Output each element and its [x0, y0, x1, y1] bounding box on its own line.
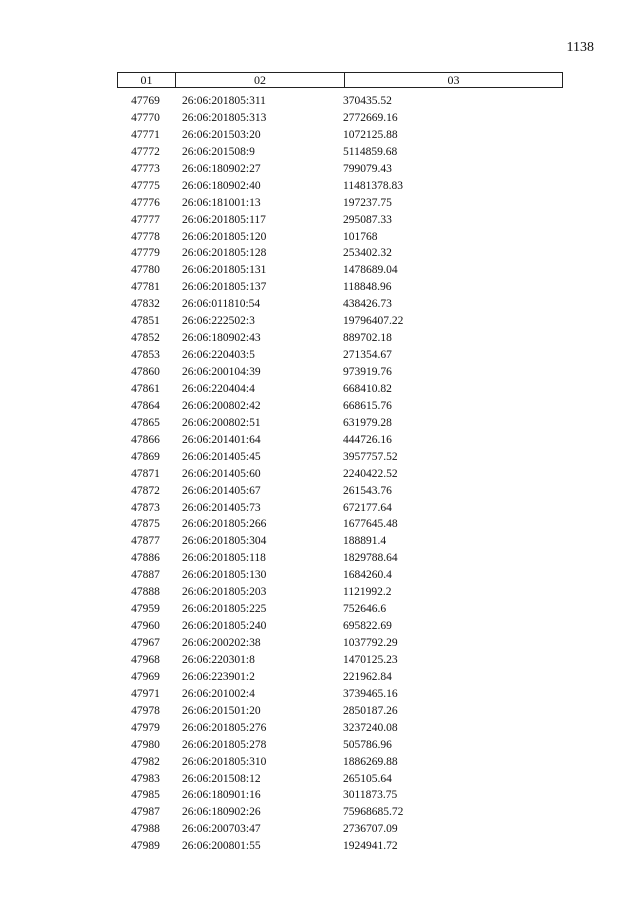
table-row [117, 584, 563, 601]
table-row [117, 500, 563, 517]
cell-cadastral-id: 26:06:220403:5 [182, 349, 255, 362]
cell-cadastral-id: 26:06:220404:4 [182, 382, 255, 395]
cell-cadastral-id: 26:06:201805:137 [182, 281, 267, 294]
cell-value: 799079.43 [343, 162, 392, 175]
cell-number: 47778 [131, 230, 160, 243]
cell-cadastral-id: 26:06:201805:130 [182, 569, 267, 582]
cell-number: 47987 [131, 806, 160, 819]
table-row [117, 127, 563, 144]
table-row [117, 381, 563, 398]
cell-number: 47979 [131, 721, 160, 734]
table-row [117, 212, 563, 229]
cell-cadastral-id: 26:06:201805:117 [182, 213, 266, 226]
cell-number: 47860 [131, 366, 160, 378]
cell-number: 47988 [131, 823, 160, 836]
cell-number: 47777 [131, 213, 160, 226]
cell-value: 973919.76 [343, 366, 392, 378]
table-body [117, 93, 563, 855]
cell-value: 2240422.52 [343, 467, 398, 480]
cell-value: 261543.76 [343, 484, 392, 497]
cell-number: 47832 [131, 298, 160, 311]
cell-cadastral-id: 26:06:201405:45 [182, 450, 261, 463]
table-row [117, 483, 563, 500]
cell-value: 2850187.26 [343, 704, 398, 717]
table-row [117, 754, 563, 771]
cell-cadastral-id: 26:06:201805:313 [182, 111, 267, 124]
cell-number: 47776 [131, 196, 160, 209]
cell-cadastral-id: 26:06:201805:118 [182, 552, 266, 565]
cell-cadastral-id: 26:06:201508:12 [182, 772, 261, 785]
cell-value: 1470125.23 [343, 653, 398, 666]
table-row [117, 144, 563, 161]
cell-number: 47877 [131, 535, 160, 548]
table-row [117, 787, 563, 804]
cell-value: 3237240.08 [343, 721, 398, 734]
table-row [117, 567, 563, 584]
cell-number: 47888 [131, 586, 160, 599]
cell-value: 253402.32 [343, 247, 392, 260]
table-row [117, 432, 563, 449]
cell-cadastral-id: 26:06:201508:9 [182, 145, 255, 158]
cell-number: 47960 [131, 620, 160, 633]
cell-value: 505786.96 [343, 738, 392, 751]
cell-cadastral-id: 26:06:201002:4 [182, 687, 255, 700]
cell-cadastral-id: 26:06:201805:304 [182, 535, 267, 548]
table-row [117, 347, 563, 364]
cell-number: 47980 [131, 738, 160, 751]
cell-number: 47871 [131, 467, 160, 480]
cell-number: 47959 [131, 603, 160, 616]
cell-value: 752646.6 [343, 603, 387, 616]
cell-value: 197237.75 [343, 196, 392, 209]
cell-cadastral-id: 26:06:201805:131 [182, 264, 267, 277]
table-row [117, 838, 563, 855]
table-row [117, 669, 563, 686]
cell-cadastral-id: 26:06:180902:26 [182, 806, 261, 819]
cell-number: 47989 [131, 840, 160, 853]
cell-number: 47869 [131, 450, 160, 463]
cell-value: 5114859.68 [343, 145, 398, 158]
cell-value: 1684260.4 [343, 569, 392, 582]
cell-cadastral-id: 26:06:223901:2 [182, 670, 255, 683]
cell-value: 11481378.83 [343, 179, 403, 192]
cell-value: 1072125.88 [343, 128, 398, 141]
cell-cadastral-id: 26:06:180902:27 [182, 162, 261, 175]
cell-cadastral-id: 26:06:201805:128 [182, 247, 267, 260]
cell-cadastral-id: 26:06:201405:73 [182, 501, 261, 514]
cell-cadastral-id: 26:06:201805:203 [182, 586, 267, 599]
cell-number: 47771 [131, 128, 160, 141]
cell-cadastral-id: 26:06:201805:225 [182, 603, 267, 616]
cell-cadastral-id: 26:06:201805:311 [182, 95, 266, 107]
column-header-01: 01 [118, 73, 176, 87]
table-row [117, 93, 563, 110]
cell-number: 47886 [131, 552, 160, 565]
cell-value: 695822.69 [343, 620, 392, 633]
table-row [117, 550, 563, 567]
cell-number: 47853 [131, 349, 160, 362]
table-row [117, 516, 563, 533]
cell-cadastral-id: 26:06:220301:8 [182, 653, 255, 666]
table-row [117, 296, 563, 313]
table-row [117, 398, 563, 415]
table-row [117, 262, 563, 279]
cell-cadastral-id: 26:06:200703:47 [182, 823, 261, 836]
table-row [117, 533, 563, 550]
table-row [117, 195, 563, 212]
cell-value: 101768 [343, 230, 378, 243]
cell-number: 47969 [131, 670, 160, 683]
cell-value: 188891.4 [343, 535, 387, 548]
table-row [117, 771, 563, 788]
cell-cadastral-id: 26:06:180902:40 [182, 179, 261, 192]
page-number: 1138 [566, 40, 594, 55]
cell-value: 631979.28 [343, 416, 392, 429]
table-row [117, 364, 563, 381]
table-row [117, 415, 563, 432]
cell-cadastral-id: 26:06:201805:120 [182, 230, 267, 243]
cell-number: 47978 [131, 704, 160, 717]
table-row [117, 635, 563, 652]
cell-value: 75968685.72 [343, 806, 404, 819]
cell-value: 295087.33 [343, 213, 392, 226]
cell-cadastral-id: 26:06:222502:3 [182, 315, 255, 328]
cell-value: 1924941.72 [343, 840, 398, 853]
column-header-03: 03 [447, 73, 460, 87]
table-row [117, 449, 563, 466]
cell-value: 3957757.52 [343, 450, 398, 463]
cell-value: 444726.16 [343, 433, 392, 446]
table-row [117, 652, 563, 669]
cell-number: 47851 [131, 315, 160, 328]
cell-number: 47873 [131, 501, 160, 514]
table-row [117, 686, 563, 703]
cell-value: 1121992.2 [343, 586, 392, 599]
cell-value: 271354.67 [343, 349, 392, 362]
table-row [117, 618, 563, 635]
cell-number: 47887 [131, 569, 160, 582]
cell-value: 889702.18 [343, 332, 392, 345]
cell-cadastral-id: 26:06:011810:54 [182, 298, 261, 311]
cell-value: 19796407.22 [343, 315, 404, 328]
cell-number: 47769 [131, 95, 160, 107]
table-row [117, 279, 563, 296]
cell-number: 47982 [131, 755, 160, 768]
cell-cadastral-id: 26:06:180902:43 [182, 332, 261, 345]
cell-value: 118848.96 [343, 281, 392, 294]
table-row [117, 737, 563, 754]
table-row [117, 161, 563, 178]
cell-cadastral-id: 26:06:201805:276 [182, 721, 267, 734]
cell-cadastral-id: 26:06:200802:51 [182, 416, 261, 429]
cell-cadastral-id: 26:06:201805:266 [182, 518, 267, 531]
cell-cadastral-id: 26:06:181001:13 [182, 196, 261, 209]
table-row [117, 601, 563, 618]
cell-number: 47864 [131, 399, 160, 412]
cell-number: 47971 [131, 687, 160, 700]
cell-number: 47779 [131, 247, 160, 260]
cell-cadastral-id: 26:06:201405:67 [182, 484, 261, 497]
cell-value: 2772669.16 [343, 111, 398, 124]
cell-value: 3739465.16 [343, 687, 398, 700]
cell-number: 47865 [131, 416, 160, 429]
cell-cadastral-id: 26:06:201805:240 [182, 620, 267, 633]
cell-cadastral-id: 26:06:200104:39 [182, 366, 261, 378]
table-row [117, 703, 563, 720]
cell-number: 47772 [131, 145, 160, 158]
table-row [117, 229, 563, 246]
table-row [117, 245, 563, 262]
cell-value: 1829788.64 [343, 552, 398, 565]
cell-number: 47781 [131, 281, 160, 294]
cell-number: 47852 [131, 332, 160, 345]
cell-value: 1886269.88 [343, 755, 398, 768]
cell-value: 438426.73 [343, 298, 392, 311]
table-row [117, 110, 563, 127]
cell-cadastral-id: 26:06:200802:42 [182, 399, 261, 412]
cell-cadastral-id: 26:06:200801:55 [182, 840, 261, 853]
table-row [117, 821, 563, 838]
cell-cadastral-id: 26:06:201805:310 [182, 755, 267, 768]
cell-number: 47983 [131, 772, 160, 785]
cell-cadastral-id: 26:06:201501:20 [182, 704, 261, 717]
table-row [117, 466, 563, 483]
cell-cadastral-id: 26:06:201401:64 [182, 433, 261, 446]
cell-number: 47985 [131, 789, 160, 802]
table-row [117, 330, 563, 347]
cell-value: 1677645.48 [343, 518, 398, 531]
cell-value: 2736707.09 [343, 823, 398, 836]
cell-number: 47967 [131, 637, 160, 649]
cell-number: 47770 [131, 111, 160, 124]
cell-value: 3011873.75 [343, 789, 398, 802]
table-row [117, 313, 563, 330]
column-header-02: 02 [176, 73, 345, 87]
cell-number: 47861 [131, 382, 160, 395]
table-header [117, 72, 563, 88]
cell-cadastral-id: 26:06:201503:20 [182, 128, 261, 141]
cell-number: 47780 [131, 264, 160, 277]
cell-number: 47775 [131, 179, 160, 192]
cell-number: 47968 [131, 653, 160, 666]
cell-cadastral-id: 26:06:201805:278 [182, 738, 267, 751]
cell-value: 221962.84 [343, 670, 392, 683]
cell-value: 668615.76 [343, 399, 392, 412]
cell-number: 47773 [131, 162, 160, 175]
cell-value: 370435.52 [343, 95, 392, 107]
cell-value: 265105.64 [343, 772, 392, 785]
cell-number: 47872 [131, 484, 160, 497]
cell-number: 47875 [131, 518, 160, 531]
cell-value: 1478689.04 [343, 264, 398, 277]
table-row [117, 804, 563, 821]
cell-value: 672177.64 [343, 501, 392, 514]
table-row [117, 178, 563, 195]
cell-cadastral-id: 26:06:201405:60 [182, 467, 261, 480]
cell-value: 668410.82 [343, 382, 392, 395]
cell-cadastral-id: 26:06:200202:38 [182, 637, 261, 649]
cell-cadastral-id: 26:06:180901:16 [182, 789, 261, 802]
cell-value: 1037792.29 [343, 637, 398, 649]
cell-number: 47866 [131, 433, 160, 446]
table-row [117, 720, 563, 737]
